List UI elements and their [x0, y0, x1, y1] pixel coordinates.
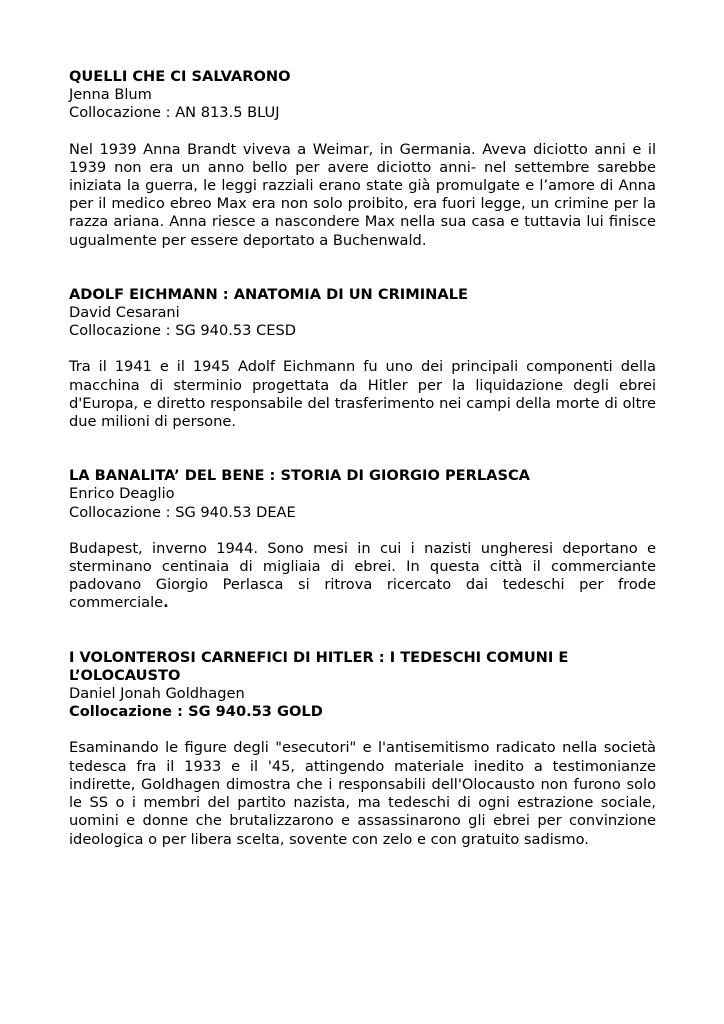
spacer	[69, 613, 656, 649]
book-location: Collocazione : SG 940.53 GOLD	[69, 703, 323, 721]
book-description-text: Budapest, inverno 1944. Sono mesi in cui i nazisti ungheresi deportano e sterminano centinaia di migliaia di ebrei. In questa città il commerciante padovano Giorgio Perlasca si ritrova ricercato dai tedeschi per frode commerciale	[69, 539, 656, 612]
book-description-end: .	[163, 594, 169, 612]
book-description	[69, 540, 656, 613]
book-author: Jenna Blum	[69, 86, 152, 104]
book-entry-1	[69, 68, 656, 250]
book-author: Enrico Deaglio	[69, 485, 175, 503]
spacer	[69, 431, 656, 467]
book-author: David Cesarani	[69, 304, 180, 322]
book-location: Collocazione : SG 940.53 CESD	[69, 322, 297, 340]
book-title: QUELLI CHE CI SALVARONO	[69, 68, 291, 85]
book-description: Nel 1939 Anna Brandt viveva a Weimar, in Germania. Aveva diciotto anni e il 1939 non era un anno bello per avere diciotto anni- nel settembre sarebbe iniziata la guerra, le leggi razziali erano state già promulgate e l’amore di Anna per il medico ebreo Max era non solo proibito, era fuori legge, un crimine per la razza ariana. Anna riesce a nascondere Max nella sua casa e tuttavia lui finisce ugualmente per essere deportato a Buchenwald.	[69, 140, 656, 249]
book-title-line-2: L’OLOCAUSTO	[69, 666, 181, 684]
book-entry-2	[69, 286, 656, 431]
book-title: ADOLF EICHMANN : ANATOMIA DI UN CRIMINALE	[69, 285, 468, 303]
book-location: Collocazione : SG 940.53 DEAE	[69, 503, 296, 521]
book-entry-4	[69, 649, 656, 849]
book-description: Tra il 1941 e il 1945 Adolf Eichmann fu uno dei principali componenti della macchina di sterminio progettata da Hitler per la liquidazione degli ebrei d'Europa, e diretto responsabile del trasferimento nei campi della morte di oltre due milioni di persone.	[69, 358, 656, 431]
spacer	[69, 250, 656, 286]
book-location: Collocazione : AN 813.5 BLUJ	[69, 104, 280, 122]
book-author: Daniel Jonah Goldhagen	[69, 685, 245, 703]
document-page	[69, 68, 656, 849]
book-title: LA BANALITA’ DEL BENE : STORIA DI GIORGIO PERLASCA	[69, 467, 530, 485]
book-title-line-1: I VOLONTEROSI CARNEFICI DI HITLER : I TEDESCHI COMUNI E	[69, 648, 569, 666]
book-description: Esaminando le figure degli "esecutori" e l'antisemitismo radicato nella società tedesca fra il 1933 e il '45, attingendo materiale inedito a testimonianze indirette, Goldhagen dimostra che i responsabili dell'Olocausto non furono solo le SS o i membri del partito nazista, ma tedeschi di ogni estrazione sociale, uomini e donne che brutalizzarono e assassinarono gli ebrei per convinzione ideologica o per libera scelta, sovente con zelo e con gratuito sadismo.	[69, 739, 656, 848]
book-entry-3	[69, 467, 656, 612]
